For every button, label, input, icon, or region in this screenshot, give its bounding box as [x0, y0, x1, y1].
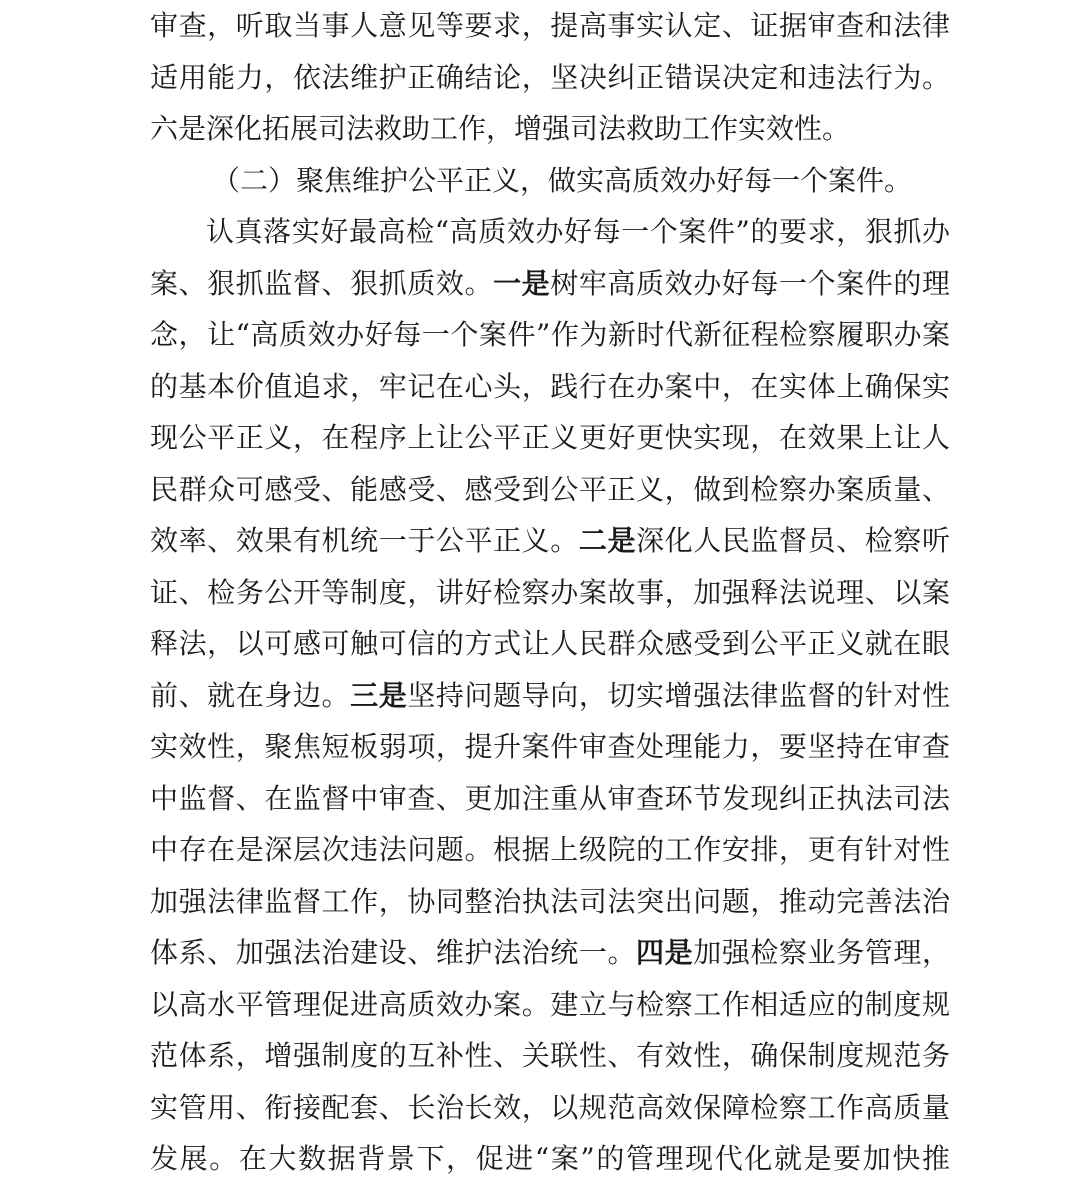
text-segment: 树牢高质效办好每一个案件的理	[550, 266, 950, 300]
text-line	[150, 103, 950, 155]
text-segment: 前、就在身边。	[150, 678, 351, 712]
text-line	[150, 824, 950, 876]
text-segment: 证、检务公开等制度，讲好检察办案故事，加强释法说理、以案	[150, 575, 950, 609]
text-line	[150, 52, 950, 104]
point-marker: 三是	[350, 678, 408, 712]
text-line	[150, 258, 950, 310]
text-line	[150, 1133, 950, 1185]
text-segment: 认真落实好最高检“高质效办好每一个案件”的要求，狠抓办	[206, 215, 950, 248]
text-line	[150, 412, 950, 464]
point-marker: 二是	[578, 524, 637, 557]
text-segment: 加强检察业务管理，	[693, 936, 950, 969]
text-line	[150, 979, 950, 1031]
text-segment: 加强法律监督工作，协同整治执法司法突出问题，推动完善法治	[150, 884, 950, 918]
text-line	[150, 1030, 950, 1082]
text-segment: 释法，以可感可触可信的方式让人民群众感受到公平正义就在眼	[150, 627, 950, 660]
text-segment: 发展。在大数据背景下，促进“案”的管理现代化就是要加快推	[150, 1142, 950, 1175]
text-segment: 案、狠抓监督、狠抓质效。	[150, 266, 494, 300]
text-segment: 深化人民监督员、检察听	[636, 524, 950, 557]
text-segment: 民群众可感受、能感受、感受到公平正义，做到检察办案质量、	[150, 472, 950, 506]
text-line	[150, 721, 950, 773]
text-line	[150, 0, 950, 52]
text-segment: 六是深化拓展司法救助工作，增强司法救助工作实效性。	[150, 112, 851, 145]
text-segment: 范体系，增强制度的互补性、关联性、有效性，确保制度规范务	[150, 1039, 950, 1072]
text-line	[150, 309, 950, 361]
text-line	[150, 670, 950, 722]
point-marker: 四是	[636, 936, 694, 969]
text-segment: 实效性，聚焦短板弱项，提升案件审查处理能力，要坚持在审查	[150, 730, 950, 763]
text-segment: 中监督、在监督中审查、更加注重从审查环节发现纠正执法司法	[150, 781, 950, 815]
text-line	[150, 927, 950, 979]
text-segment: 效率、效果有机统一于公平正义。	[150, 524, 579, 557]
text-line	[150, 1082, 950, 1134]
point-marker: 一是	[493, 266, 551, 300]
text-segment: 念，让“高质效办好每一个案件”作为新时代新征程检察履职办案	[150, 318, 950, 351]
text-segment: 现公平正义，在程序上让公平正义更好更快实现，在效果上让人	[150, 421, 950, 454]
text-segment: 适用能力，依法维护正确结论，坚决纠正错误决定和违法行为。	[150, 60, 950, 94]
text-line	[150, 361, 950, 413]
text-segment: 的基本价值追求，牢记在心头，践行在办案中，在实体上确保实	[150, 369, 950, 403]
section-heading	[150, 155, 950, 207]
text-line	[150, 618, 950, 670]
text-line	[150, 464, 950, 516]
text-line	[150, 206, 950, 258]
text-segment: （二）聚焦维护公平正义，做实高质效办好每一个案件。	[212, 163, 913, 197]
text-segment: 中存在是深层次违法问题。根据上级院的工作安排，更有针对性	[150, 833, 950, 866]
text-line	[150, 567, 950, 619]
text-segment: 坚持问题导向，切实增强法律监督的针对性	[407, 678, 950, 712]
text-segment: 体系、加强法治建设、维护法治统一。	[150, 936, 637, 969]
text-segment: 以高水平管理促进高质效办案。建立与检察工作相适应的制度规	[150, 987, 950, 1021]
document-body	[150, 0, 950, 1185]
text-segment: 审查，听取当事人意见等要求，提高事实认定、证据审查和法律	[150, 9, 950, 42]
text-line	[150, 876, 950, 928]
text-segment: 实管用、衔接配套、长治长效，以规范高效保障检察工作高质量	[150, 1090, 950, 1124]
text-line	[150, 773, 950, 825]
text-line	[150, 515, 950, 567]
